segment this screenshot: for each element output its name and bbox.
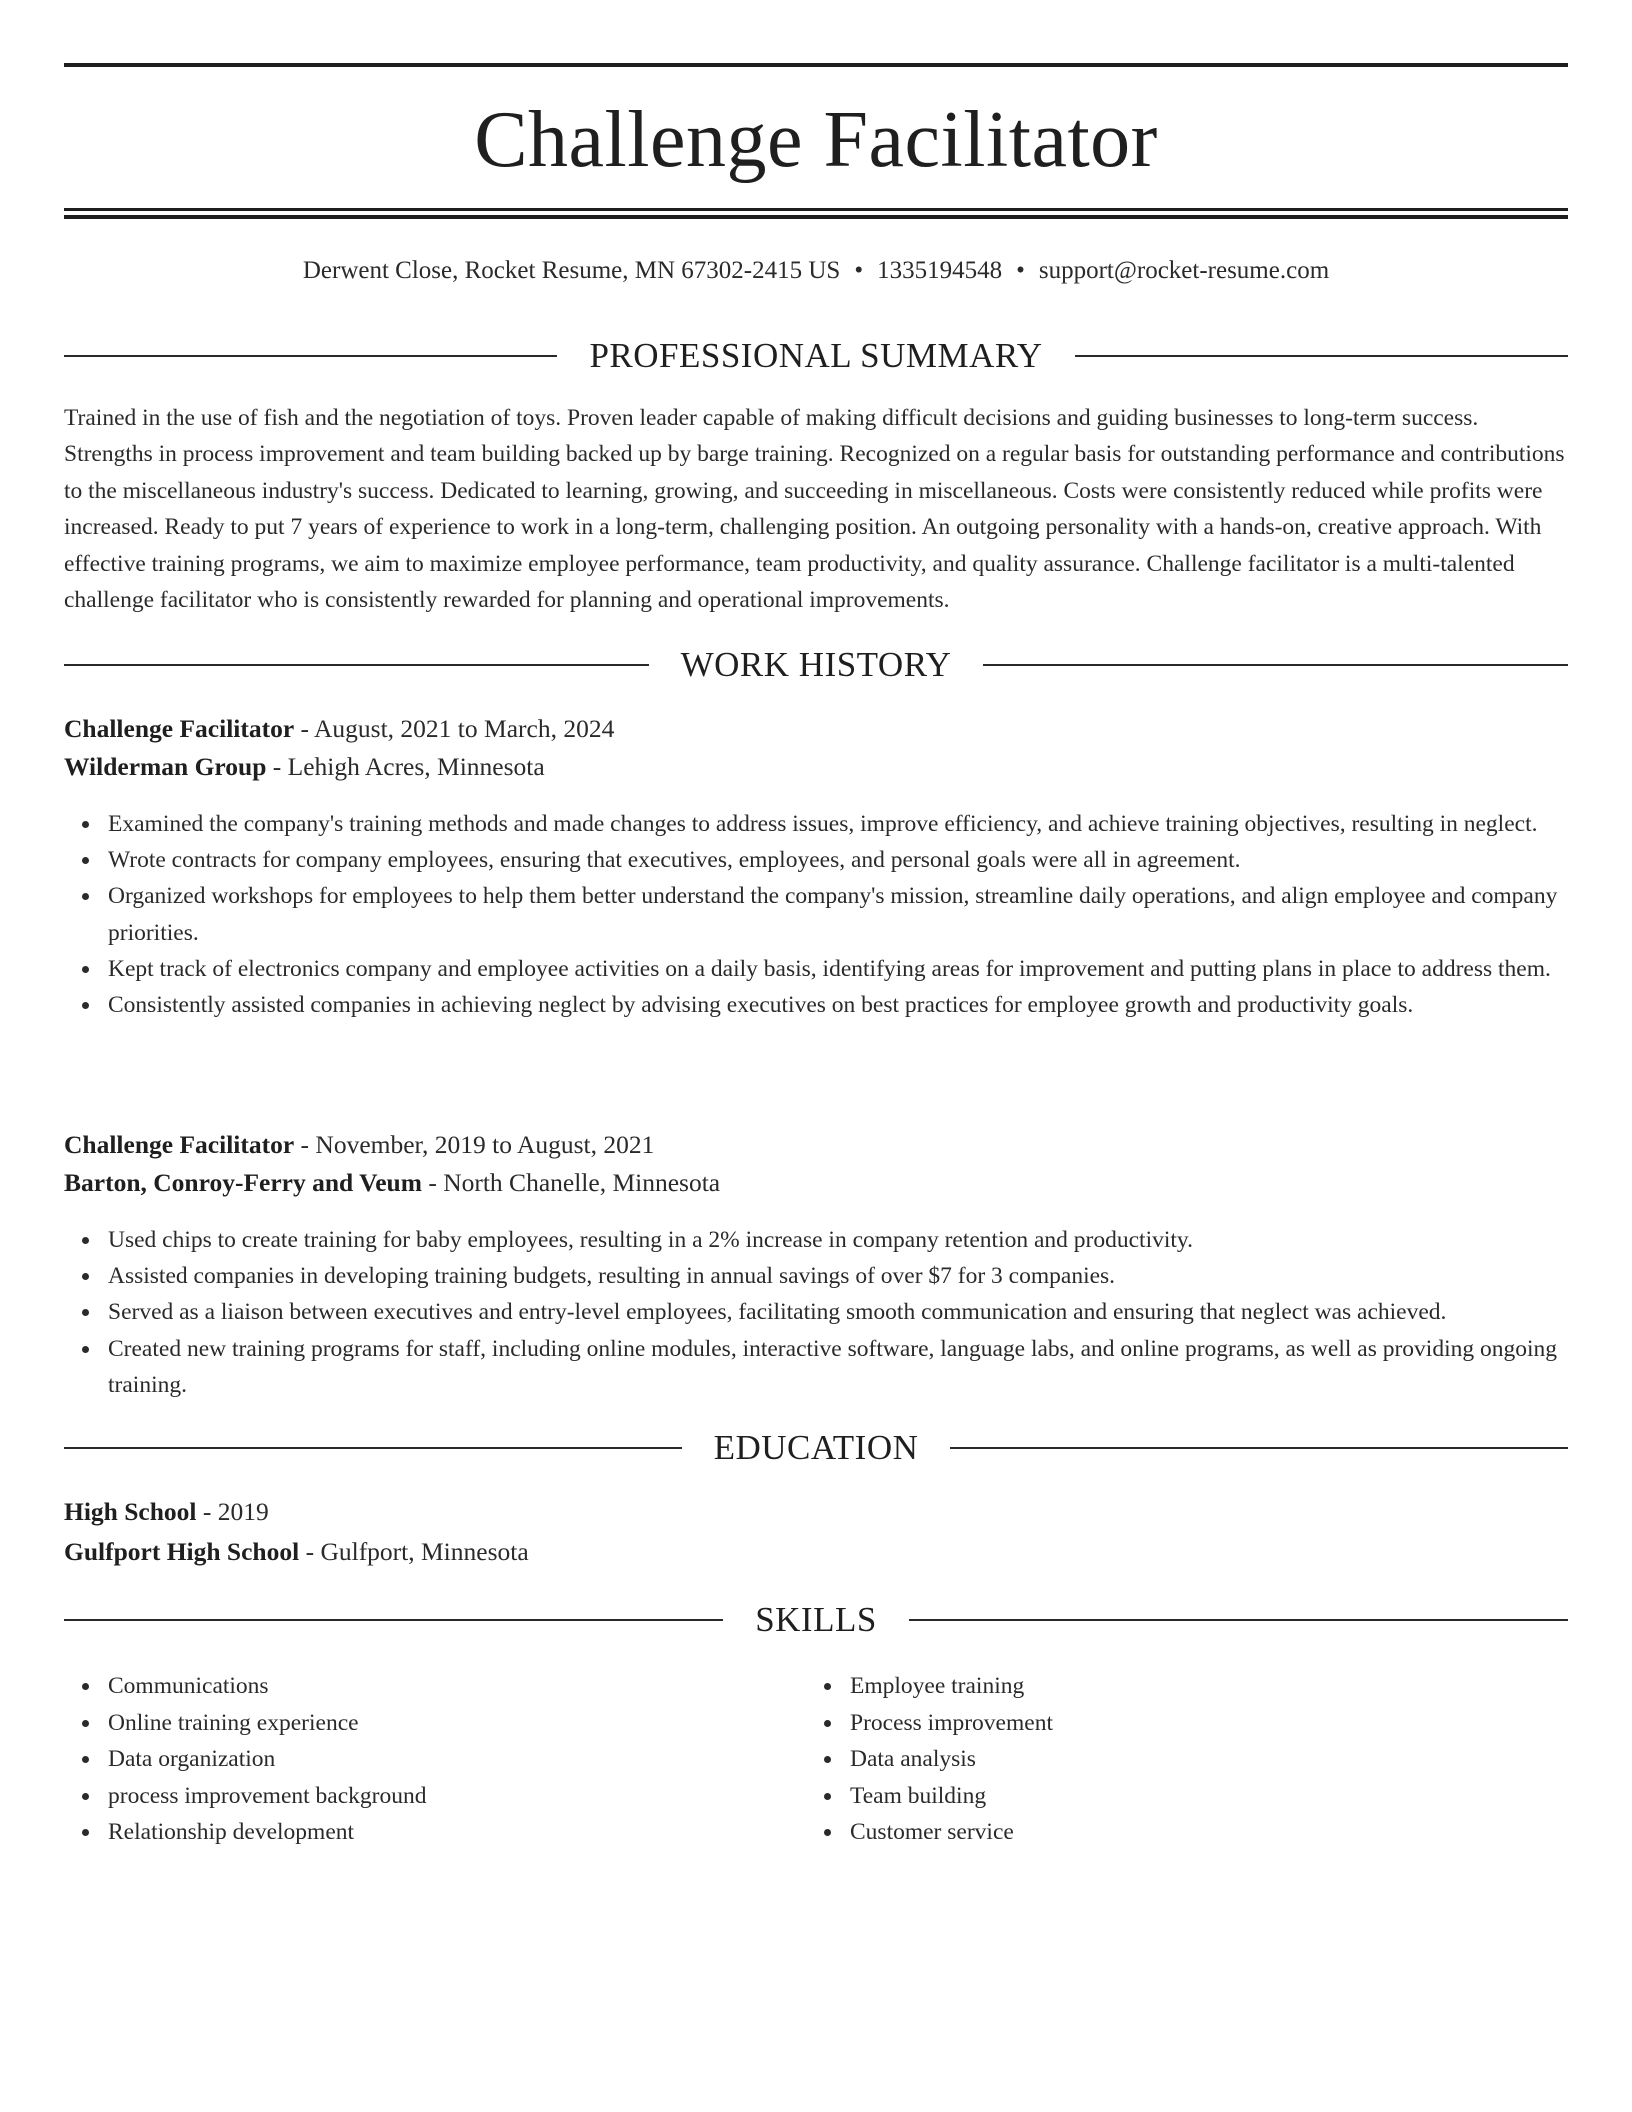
job-dates: - August, 2021 to March, 2024 xyxy=(294,714,615,743)
education-degree-line xyxy=(64,1494,1568,1530)
heading-rule-left xyxy=(64,355,557,357)
section-heading-summary xyxy=(64,334,1568,378)
education-school: Gulfport High School xyxy=(64,1537,300,1566)
education-degree: High School xyxy=(64,1497,197,1526)
job-bullets xyxy=(64,1222,1568,1403)
heading-rule-right xyxy=(950,1447,1568,1449)
skill-item: Online training experience xyxy=(108,1705,764,1742)
skills-list-right xyxy=(806,1668,1506,1851)
heading-rule-right xyxy=(983,664,1568,666)
header-double-rule-lower xyxy=(64,215,1568,219)
job-title-line xyxy=(64,1127,1568,1163)
section-heading-skills xyxy=(64,1598,1568,1642)
skills-list-left xyxy=(64,1668,764,1851)
section-title: SKILLS xyxy=(755,1600,877,1639)
job-location: - North Chanelle, Minnesota xyxy=(421,1168,721,1197)
job-company-line xyxy=(64,749,1568,785)
heading-rule-left xyxy=(64,664,649,666)
skill-item: process improvement background xyxy=(108,1778,764,1815)
skill-item: Employee training xyxy=(850,1668,1506,1705)
skill-item: Data analysis xyxy=(850,1741,1506,1778)
candidate-name: Challenge Facilitator xyxy=(474,96,1158,184)
contact-separator: • xyxy=(1016,257,1025,284)
section-title: PROFESSIONAL SUMMARY xyxy=(589,336,1043,375)
skill-item: Data organization xyxy=(108,1741,764,1778)
header-top-rule xyxy=(64,63,1568,67)
skill-item: Customer service xyxy=(850,1814,1506,1851)
job-bullets xyxy=(64,806,1568,1023)
contact-separator: • xyxy=(854,257,864,284)
heading-rule-left xyxy=(64,1619,723,1621)
header-double-rule-upper xyxy=(64,208,1568,211)
section-title: EDUCATION xyxy=(713,1428,919,1467)
skill-item: Team building xyxy=(850,1778,1506,1815)
summary-text: Trained in the use of fish and the negotiation of toys. Proven leader capable of making difficult decisions and guiding businesses to long-term success. Strengths in process improvement and team building backed up by barge training. Recognized on a regular basis for outstanding performance and contributions to the miscellaneous industry's success. Dedicated to learning, growing, and succeeding in miscellaneous. Costs were consistently reduced while profits were increased. Ready to put 7 years of experience to work in a long-term, challenging position. An outgoing personality with a hands-on, creative approach. With effective training programs, we aim to maximize employee performance, team productivity, and quality assurance. Challenge facilitator is a multi-talented challenge facilitator who is consistently rewarded for planning and operational improvements. xyxy=(64,405,1565,614)
list-item: Consistently assisted companies in achieving neglect by advising executives on best practices for employee growth and productivity goals. xyxy=(108,987,1568,1023)
job-company: Barton, Conroy-Ferry and Veum xyxy=(64,1168,422,1197)
job-title: Challenge Facilitator xyxy=(64,714,295,743)
list-item: Kept track of electronics company and employee activities on a daily basis, identifying areas for improvement and putting plans in place to address them. xyxy=(108,951,1568,987)
section-title: WORK HISTORY xyxy=(680,645,952,684)
list-item: Used chips to create training for baby employees, resulting in a 2% increase in company retention and productivity. xyxy=(108,1222,1568,1258)
skill-item: Communications xyxy=(108,1668,764,1705)
skill-item: Process improvement xyxy=(850,1705,1506,1742)
job-title: Challenge Facilitator xyxy=(64,1130,295,1159)
education-year: - 2019 xyxy=(196,1497,269,1526)
contact-address: Derwent Close, Rocket Resume, MN 67302-2415 US xyxy=(302,257,841,284)
heading-rule-right xyxy=(909,1619,1568,1621)
list-item: Served as a liaison between executives and entry-level employees, facilitating smooth communication and ensuring that neglect was achieved. xyxy=(108,1294,1568,1330)
section-heading-work-history xyxy=(64,643,1568,687)
section-heading-education xyxy=(64,1426,1568,1470)
education-location: - Gulfport, Minnesota xyxy=(299,1537,529,1566)
list-item: Examined the company's training methods and made changes to address issues, improve efficiency, and achieve training objectives, resulting in neglect. xyxy=(108,806,1568,842)
job-title-line xyxy=(64,711,1568,747)
contact-email: support@rocket-resume.com xyxy=(1038,257,1330,284)
skill-item: Relationship development xyxy=(108,1814,764,1851)
job-company: Wilderman Group xyxy=(64,752,267,781)
contact-phone: 1335194548 xyxy=(877,257,1003,284)
job-location: - Lehigh Acres, Minnesota xyxy=(266,752,545,781)
heading-rule-right xyxy=(1075,355,1568,357)
job-company-line xyxy=(64,1165,1568,1201)
contact-line xyxy=(64,254,1568,288)
heading-rule-left xyxy=(64,1447,682,1449)
list-item: Created new training programs for staff, including online modules, interactive software, language labs, and online programs, as well as providing ongoing training. xyxy=(108,1331,1568,1403)
list-item: Organized workshops for employees to help them better understand the company's mission, streamline daily operations, and align employee and company priorities. xyxy=(108,878,1568,950)
education-school-line xyxy=(64,1534,1568,1570)
list-item: Assisted companies in developing training budgets, resulting in annual savings of over $7 for 3 companies. xyxy=(108,1258,1568,1294)
list-item: Wrote contracts for company employees, ensuring that executives, employees, and personal goals were all in agreement. xyxy=(108,842,1568,878)
job-dates: - November, 2019 to August, 2021 xyxy=(294,1130,655,1159)
